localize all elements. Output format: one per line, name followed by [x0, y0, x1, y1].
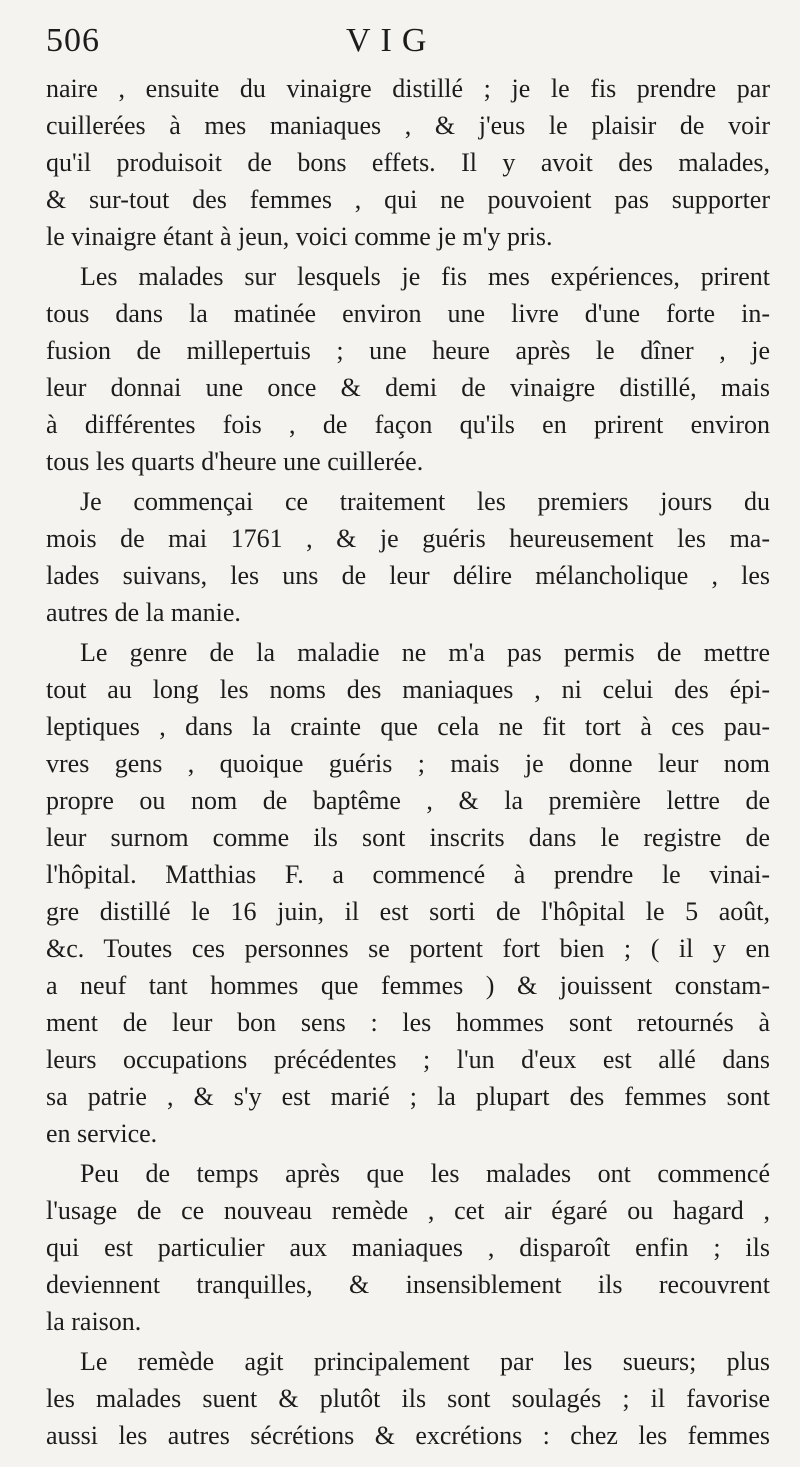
- running-head: [46, 22, 766, 70]
- text-line: tous dans la matinée environ une livre d'une forte in-: [46, 299, 770, 328]
- text-line: à différentes fois , de façon qu'ils en prirent environ: [46, 410, 770, 439]
- paragraph-6: [46, 1343, 770, 1454]
- text-line: leur surnom comme ils sont inscrits dans le registre de: [46, 823, 770, 852]
- paragraph-5: [46, 1155, 770, 1340]
- paragraph-4: [46, 634, 770, 1152]
- text-line: leptiques , dans la crainte que cela ne fit tort à ces pau-: [46, 712, 770, 741]
- text-line: Je commençai ce traitement les premiers jours du: [80, 487, 770, 516]
- text-line: & sur-tout des femmes , qui ne pouvoient pas supporter: [46, 185, 770, 214]
- text-line: gre distillé le 16 juin, il est sorti de l'hôpital le 5 août,: [46, 897, 770, 926]
- text-line: qu'il produisoit de bons effets. Il y avoit des malades,: [46, 148, 770, 177]
- text-line: tout au long les noms des maniaques , ni celui des épi-: [46, 675, 770, 704]
- text-line: leurs occupations précédentes ; l'un d'eux est allé dans: [46, 1045, 770, 1074]
- page-number: 506: [46, 22, 100, 59]
- text-line: tous les quarts d'heure une cuillerée.: [46, 447, 424, 476]
- text-line: autres de la manie.: [46, 598, 241, 627]
- running-head-title: VIG: [346, 22, 437, 59]
- text-line: &c. Toutes ces personnes se portent fort bien ; ( il y en: [46, 934, 770, 963]
- text-line: aussi les autres sécrétions & excrétions : chez les femmes: [46, 1421, 770, 1450]
- paragraph-1: [46, 70, 770, 255]
- paragraph-2: [46, 258, 770, 480]
- text-line: Peu de temps après que les malades ont commencé: [80, 1159, 770, 1188]
- text-line: le vinaigre étant à jeun, voici comme je m'y pris.: [46, 222, 553, 251]
- text-line: les malades suent & plutôt ils sont soulagés ; il favorise: [46, 1384, 770, 1413]
- text-line: Les malades sur lesquels je fis mes expériences, prirent: [80, 262, 770, 291]
- text-line: Le remède agit principalement par les sueurs; plus: [80, 1347, 770, 1376]
- text-line: cuillerées à mes maniaques , & j'eus le plaisir de voir: [46, 111, 770, 140]
- body-text: [46, 70, 770, 1454]
- text-line: fusion de millepertuis ; une heure après le dîner , je: [46, 336, 770, 365]
- text-line: vres gens , quoique guéris ; mais je donne leur nom: [46, 749, 770, 778]
- text-line: Le genre de la maladie ne m'a pas permis de mettre: [80, 638, 770, 667]
- text-line: propre ou nom de baptême , & la première lettre de: [46, 786, 770, 815]
- text-line: l'usage de ce nouveau remède , cet air égaré ou hagard ,: [46, 1196, 770, 1225]
- text-line: la raison.: [46, 1307, 142, 1336]
- text-line: a neuf tant hommes que femmes ) & jouissent constam-: [46, 971, 770, 1000]
- text-line: lades suivans, les uns de leur délire mélancholique , les: [46, 561, 770, 590]
- text-line: qui est particulier aux maniaques , disparoît enfin ; ils: [46, 1233, 770, 1262]
- text-line: en service.: [46, 1119, 158, 1148]
- text-line: naire , ensuite du vinaigre distillé ; je le fis prendre par: [46, 74, 770, 103]
- text-line: sa patrie , & s'y est marié ; la plupart des femmes sont: [46, 1082, 770, 1111]
- text-line: ment de leur bon sens : les hommes sont retournés à: [46, 1008, 770, 1037]
- text-line: leur donnai une once & demi de vinaigre distillé, mais: [46, 373, 770, 402]
- text-line: l'hôpital. Matthias F. a commencé à prendre le vinai-: [46, 860, 770, 889]
- paragraph-3: [46, 483, 770, 631]
- text-line: deviennent tranquilles, & insensiblement ils recouvrent: [46, 1270, 770, 1299]
- text-line: mois de mai 1761 , & je guéris heureusement les ma-: [46, 524, 770, 553]
